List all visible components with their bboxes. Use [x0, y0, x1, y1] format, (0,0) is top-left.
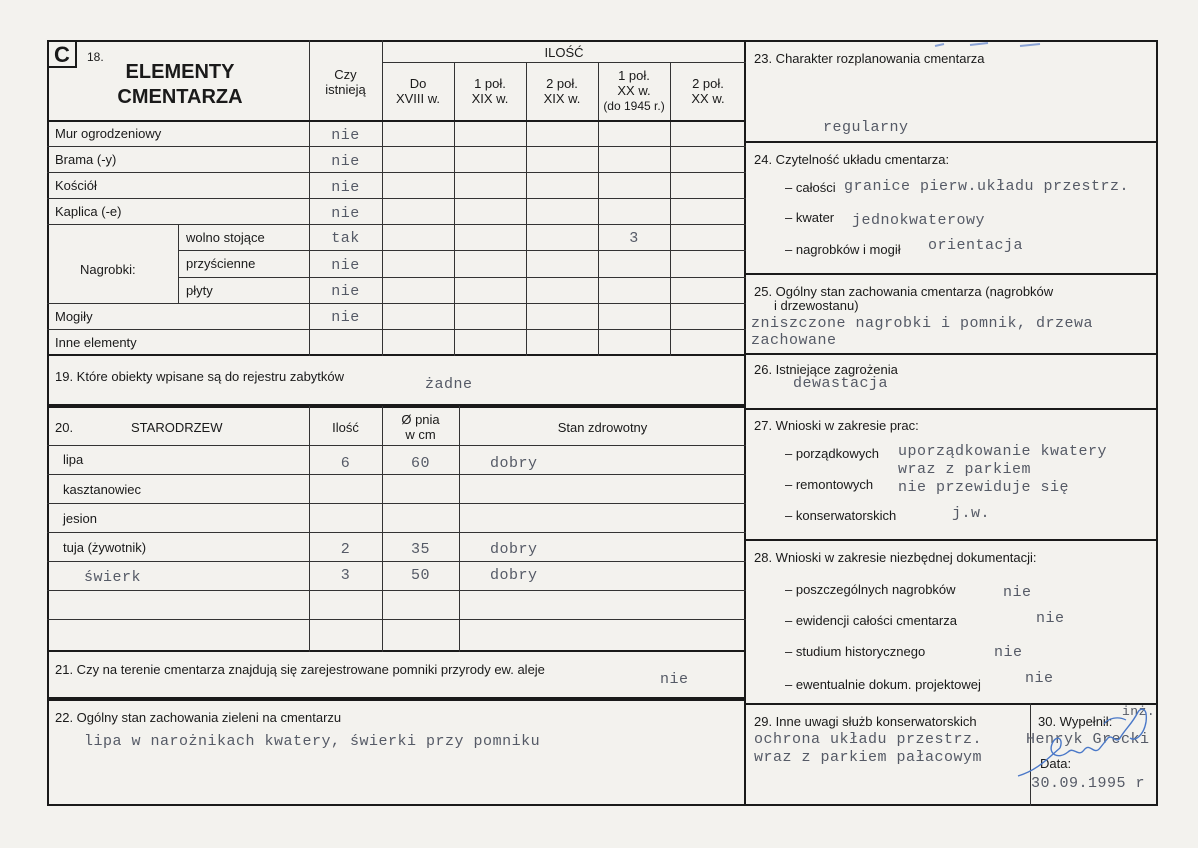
q20-number: 20. [55, 420, 74, 435]
q25-label-line1: 25. Ogólny stan zachowania cmentarza (nagrobków [754, 284, 1054, 299]
row-value: nie [331, 179, 360, 196]
q29-answer-line1: ochrona układu przestrz. [754, 731, 983, 748]
row-value: nie [331, 127, 360, 144]
grid-line [47, 445, 746, 446]
q19-answer: żadne [425, 376, 473, 393]
tree-count: 3 [340, 567, 351, 584]
q28-item-label: – ewentualnie dokum. projektowej [785, 677, 981, 692]
grid-line [47, 172, 746, 173]
grid-line [47, 532, 746, 533]
tree-diameter: 50 [410, 567, 430, 584]
grid-line [309, 406, 310, 652]
q23-label: 23. Charakter rozplanowania cmentarza [754, 51, 985, 66]
tree-name: kasztanowiec [63, 482, 142, 497]
period-1-line2: XVIII w. [395, 91, 441, 106]
q21-label: 21. Czy na terenie cmentarza znajdują się zarejestrowane pomniki przyrody ew. aleje [55, 662, 545, 677]
period-4-line1: 1 poł. [618, 68, 650, 83]
q27-item-answer: nie przewiduje się [898, 479, 1070, 496]
q28-item-label: – poszczególnych nagrobków [785, 582, 956, 597]
q25-answer-line1: zniszczone nagrobki i pomnik, drzewa [751, 315, 1094, 332]
row-value: nie [331, 309, 360, 326]
col-czy-line2: istnieją [325, 82, 366, 97]
grid-line [746, 273, 1158, 275]
period-3-line2: XIX w. [543, 91, 581, 106]
q25-label-line2: i drzewostanu) [774, 298, 859, 313]
grid-line [178, 250, 746, 251]
q20-col-pnia-line2: w cm [405, 427, 436, 442]
grid-line [382, 62, 746, 63]
q27-item-label: – konserwatorskich [785, 508, 897, 523]
q28-item-label: – studium historycznego [785, 644, 926, 659]
tree-count: 6 [340, 455, 351, 472]
tree-count: 2 [340, 541, 351, 558]
q27-label: 27. Wnioski w zakresie prac: [754, 418, 919, 433]
grid-line [178, 277, 746, 278]
period-3-line1: 2 poł. [546, 76, 578, 91]
q30-label: 30. Wypełnił: [1038, 714, 1113, 729]
q19-label: 19. Które obiekty wpisane są do rejestru zabytków [55, 369, 345, 384]
grid-line [47, 561, 746, 562]
row-label: Mur ogrodzeniowy [55, 126, 162, 141]
col-ilosc: ILOŚĆ [544, 45, 584, 60]
grid-line [47, 503, 746, 504]
q28-item-answer: nie [1025, 670, 1054, 687]
q29-answer-line2: wraz z parkiem pałacowym [754, 749, 983, 766]
period-5-line2: XX w. [691, 91, 725, 106]
q20-box [47, 406, 746, 652]
grid-line [746, 141, 1158, 143]
q27-item-answer2: wraz z parkiem [898, 461, 1032, 478]
q28-item-answer: nie [1036, 610, 1065, 627]
tree-diameter: 60 [410, 455, 430, 472]
row-value: tak [331, 230, 360, 247]
grid-line [459, 406, 460, 652]
section-title-line1: ELEMENTY [125, 61, 235, 83]
section-number: 18. [87, 50, 104, 64]
tree-name: jesion [63, 511, 97, 526]
q24-item-label: – całości [785, 180, 836, 195]
grid-line [47, 224, 746, 225]
grid-line [47, 146, 746, 147]
q30-title: inż. [1122, 704, 1156, 719]
q29-label: 29. Inne uwagi służb konserwatorskich [754, 714, 977, 729]
grid-line [47, 619, 746, 620]
period-4-line3: (do 1945 r.) [603, 99, 665, 113]
grid-line [454, 63, 455, 356]
row-value: nie [331, 153, 360, 170]
row-label: Mogiły [55, 309, 93, 324]
grid-line [47, 329, 746, 330]
grid-line [746, 539, 1158, 541]
q28-item-answer: nie [994, 644, 1023, 661]
q21-answer: nie [660, 671, 689, 688]
tree-health: dobry [490, 567, 538, 584]
period-4-line2: XX w. [617, 83, 651, 98]
row-value: nie [331, 283, 360, 300]
row-value: nie [331, 205, 360, 222]
q26-label: 26. Istniejące zagrożenia [754, 362, 898, 377]
grid-line [382, 406, 383, 652]
q24-item-label: – kwater [785, 210, 835, 225]
q27-item-answer: uporządkowanie kwatery [898, 443, 1108, 460]
grid-line [47, 120, 746, 122]
q22-answer: lipa w narożnikach kwatery, świerki przy pomniku [84, 733, 541, 750]
grid-line [746, 408, 1158, 410]
grid-line [47, 474, 746, 475]
q24-item-answer: jednokwaterowy [852, 212, 986, 229]
tree-name: lipa [63, 452, 84, 467]
row-label: Kościół [55, 178, 97, 193]
q30-date-label: Data: [1040, 756, 1072, 771]
row-label: Kaplica (-e) [55, 204, 122, 219]
grid-line [746, 353, 1158, 355]
q26-answer: dewastacja [793, 375, 889, 392]
period-2-line2: XIX w. [471, 91, 509, 106]
q27-item-answer: j.w. [952, 505, 991, 522]
grid-line [47, 303, 746, 304]
row-label: Inne elementy [55, 335, 137, 350]
q24-item-label: – nagrobków i mogił [785, 242, 901, 257]
section-letter: C [54, 42, 70, 67]
row-value: nie [331, 257, 360, 274]
grid-line [47, 198, 746, 199]
q20-col-ilosc: Ilość [332, 420, 359, 435]
row-label: Brama (-y) [55, 152, 117, 167]
q28-item-label: – ewidencji całości cmentarza [785, 613, 957, 628]
q20-col-stan: Stan zdrowotny [557, 420, 648, 435]
period-1-line1: Do [409, 76, 427, 91]
section-title-line2: CMENTARZA [117, 86, 243, 108]
grid-line [178, 224, 179, 303]
tree-name-typed: świerk [84, 569, 142, 586]
grid-line [670, 63, 671, 356]
q28-label: 28. Wnioski w zakresie niezbędnej dokumentacji: [754, 550, 1037, 565]
q24-label: 24. Czytelność układu cmentarza: [754, 152, 950, 167]
tree-name: tuja (żywotnik) [63, 540, 147, 555]
q20-col-pnia-line1: Ø pnia [401, 412, 440, 427]
row-label: wolno stojące [186, 230, 265, 245]
grid-line [47, 590, 746, 591]
q20-title: STARODRZEW [131, 420, 223, 435]
tree-diameter: 35 [410, 541, 430, 558]
tree-health: dobry [490, 455, 538, 472]
q30-date: 30.09.1995 r [1031, 775, 1146, 792]
q27-item-label: – porządkowych [785, 446, 879, 461]
period-2-line1: 1 poł. [474, 76, 506, 91]
col-czy-line1: Czy [334, 67, 357, 82]
signature-icon [1008, 698, 1158, 788]
q24-item-answer: orientacja [928, 237, 1024, 254]
row-label: przyścienne [186, 256, 256, 271]
q25-answer-line2: zachowane [751, 332, 837, 349]
q27-item-label: – remontowych [785, 477, 874, 492]
row-label: płyty [186, 283, 213, 298]
ink-mark-icon [930, 38, 1070, 50]
q23-answer: regularny [823, 119, 909, 136]
q28-item-answer: nie [1003, 584, 1032, 601]
tree-health: dobry [490, 541, 538, 558]
nagrobki-label: Nagrobki: [80, 262, 136, 277]
period-5-line1: 2 poł. [692, 76, 724, 91]
q24-item-answer: granice pierw.układu przestrz. [844, 178, 1130, 195]
q22-label: 22. Ogólny stan zachowania zieleni na cmentarzu [55, 710, 342, 725]
q30-name: Henryk Grecki [1026, 731, 1150, 748]
row-count: 3 [629, 230, 639, 247]
grid-line [526, 63, 527, 356]
